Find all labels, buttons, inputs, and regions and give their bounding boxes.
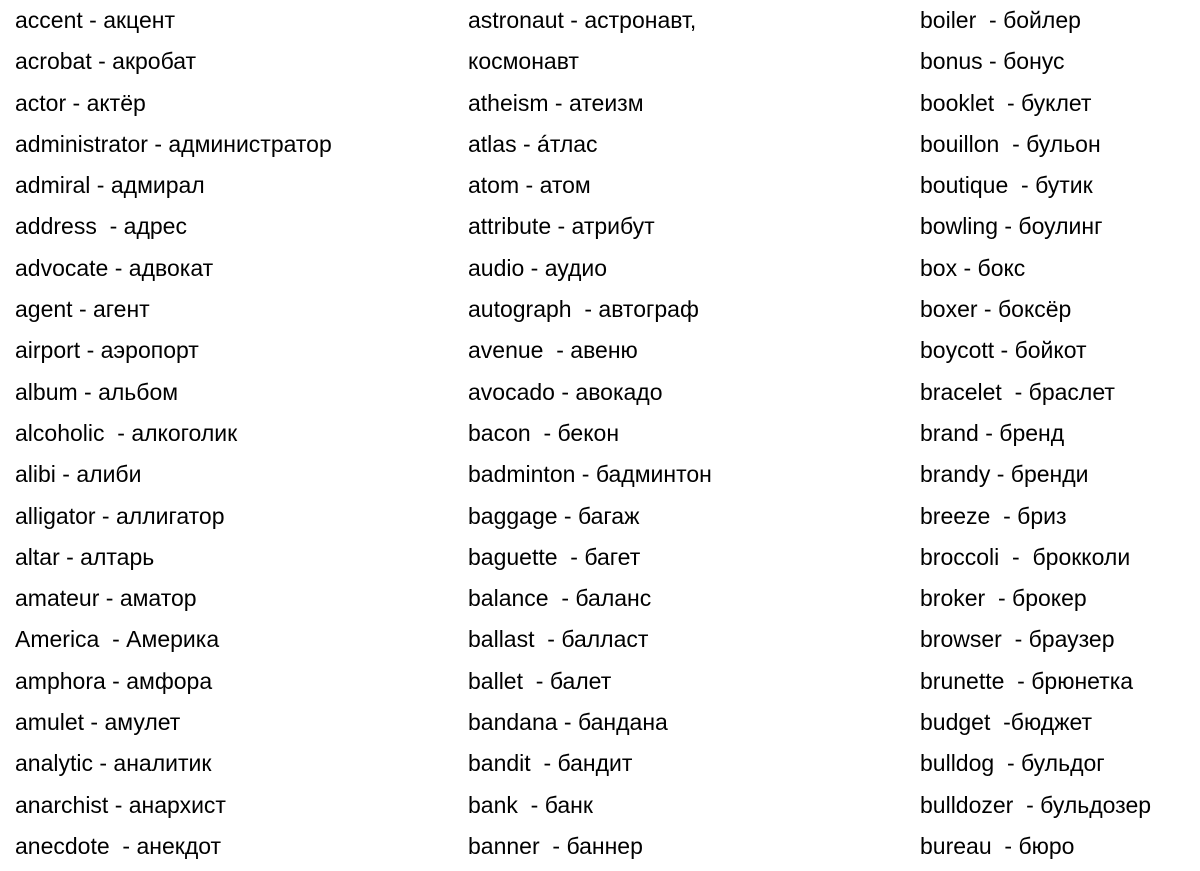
word-pair-entry: amateur - аматор xyxy=(15,585,197,612)
word-pair-entry: bracelet - браслет xyxy=(920,378,1115,405)
word-pair-entry: bureau - бюро xyxy=(920,832,1075,859)
word-pair-entry: analytic - аналитик xyxy=(15,750,212,777)
word-pair-entry: boxer - боксёр xyxy=(920,296,1072,323)
word-pair-entry: avocado - авокадо xyxy=(468,378,663,405)
word-pair-entry: airport - аэропорт xyxy=(15,337,199,364)
word-pair-entry: breeze - бриз xyxy=(920,502,1067,529)
word-pair-entry: bonus - бонус xyxy=(920,48,1065,75)
word-pair-entry: browser - браузер xyxy=(920,626,1115,653)
word-pair-entry: bulldozer - бульдозер xyxy=(920,791,1152,818)
word-pair-entry: brandy - бренди xyxy=(920,461,1089,488)
word-pair-entry: budget -бюджет xyxy=(920,709,1093,736)
word-pair-entry: badminton - бадминтон xyxy=(468,461,712,488)
word-pair-entry: accent - акцент xyxy=(15,7,176,33)
word-pair-entry: actor - актёр xyxy=(15,89,146,116)
word-pair-entry: amulet - амулет xyxy=(15,709,181,736)
word-column-1 xyxy=(15,0,455,867)
word-pair-entry: bowling - боулинг xyxy=(920,213,1103,240)
word-pair-entry: album - альбом xyxy=(15,378,179,405)
word-pair-entry: atlas - áтлас xyxy=(468,130,598,157)
word-pair-entry: bank - банк xyxy=(468,791,593,818)
word-pair-entry: broker - брокер xyxy=(920,585,1087,612)
word-column-3 xyxy=(920,0,1195,867)
word-pair-entry: anarchist - анархист xyxy=(15,791,226,818)
word-pair-entry: boiler - бойлер xyxy=(920,7,1081,33)
word-pair-entry: baggage - багаж xyxy=(468,502,640,529)
word-pair-entry: broccoli - брокколи xyxy=(920,543,1131,570)
word-pair-entry: agent - агент xyxy=(15,296,150,323)
word-pair-entry: ballet - балет xyxy=(468,667,612,694)
word-pair-entry: atheism - атеизм xyxy=(468,89,644,116)
word-pair-entry: balance - баланс xyxy=(468,585,652,612)
word-pair-entry: administrator - администратор xyxy=(15,130,332,157)
word-pair-entry: bandana - бандана xyxy=(468,709,668,736)
word-pair-entry: avenue - авеню xyxy=(468,337,638,364)
word-pair-entry: admiral - адмирал xyxy=(15,172,205,199)
word-pair-entry: altar - алтарь xyxy=(15,543,155,570)
word-pair-entry: bandit - бандит xyxy=(468,750,633,777)
word-pair-entry: boycott - бойкот xyxy=(920,337,1087,364)
word-pair-entry: atom - атом xyxy=(468,172,591,199)
word-pair-entry: космонавт xyxy=(468,48,579,75)
word-pair-entry: alligator - аллигатор xyxy=(15,502,225,529)
word-pair-entry: anecdote - анекдот xyxy=(15,832,222,859)
word-pair-entry: advocate - адвокат xyxy=(15,254,214,281)
word-pair-entry: bouillon - бульон xyxy=(920,130,1101,157)
word-pair-entry: ballast - балласт xyxy=(468,626,649,653)
word-pair-entry: box - бокс xyxy=(920,254,1026,281)
word-pair-entry: alibi - алиби xyxy=(15,461,142,488)
word-pair-entry: address - адрес xyxy=(15,213,187,240)
word-pair-entry: baguette - багет xyxy=(468,543,641,570)
word-pair-entry: booklet - буклет xyxy=(920,89,1092,116)
word-pair-entry: America - Америка xyxy=(15,626,220,653)
word-pair-entry: attribute - атрибут xyxy=(468,213,655,240)
word-column-2 xyxy=(468,0,908,867)
word-pair-entry: banner - баннер xyxy=(468,832,643,859)
word-pair-entry: autograph - автограф xyxy=(468,296,699,323)
word-pair-entry: brand - бренд xyxy=(920,419,1065,446)
word-pair-entry: boutique - бутик xyxy=(920,172,1093,199)
word-pair-entry: alcoholic - алкоголик xyxy=(15,419,238,446)
word-pair-entry: audio - аудио xyxy=(468,254,608,281)
word-pair-entry: bacon - бекон xyxy=(468,419,620,446)
word-pair-entry: astronaut - астронавт, xyxy=(468,7,697,33)
word-pair-entry: brunette - брюнетка xyxy=(920,667,1134,694)
word-pair-entry: amphora - амфора xyxy=(15,667,213,694)
word-pair-entry: bulldog - бульдог xyxy=(920,750,1105,777)
word-pair-entry: acrobat - акробат xyxy=(15,48,197,75)
